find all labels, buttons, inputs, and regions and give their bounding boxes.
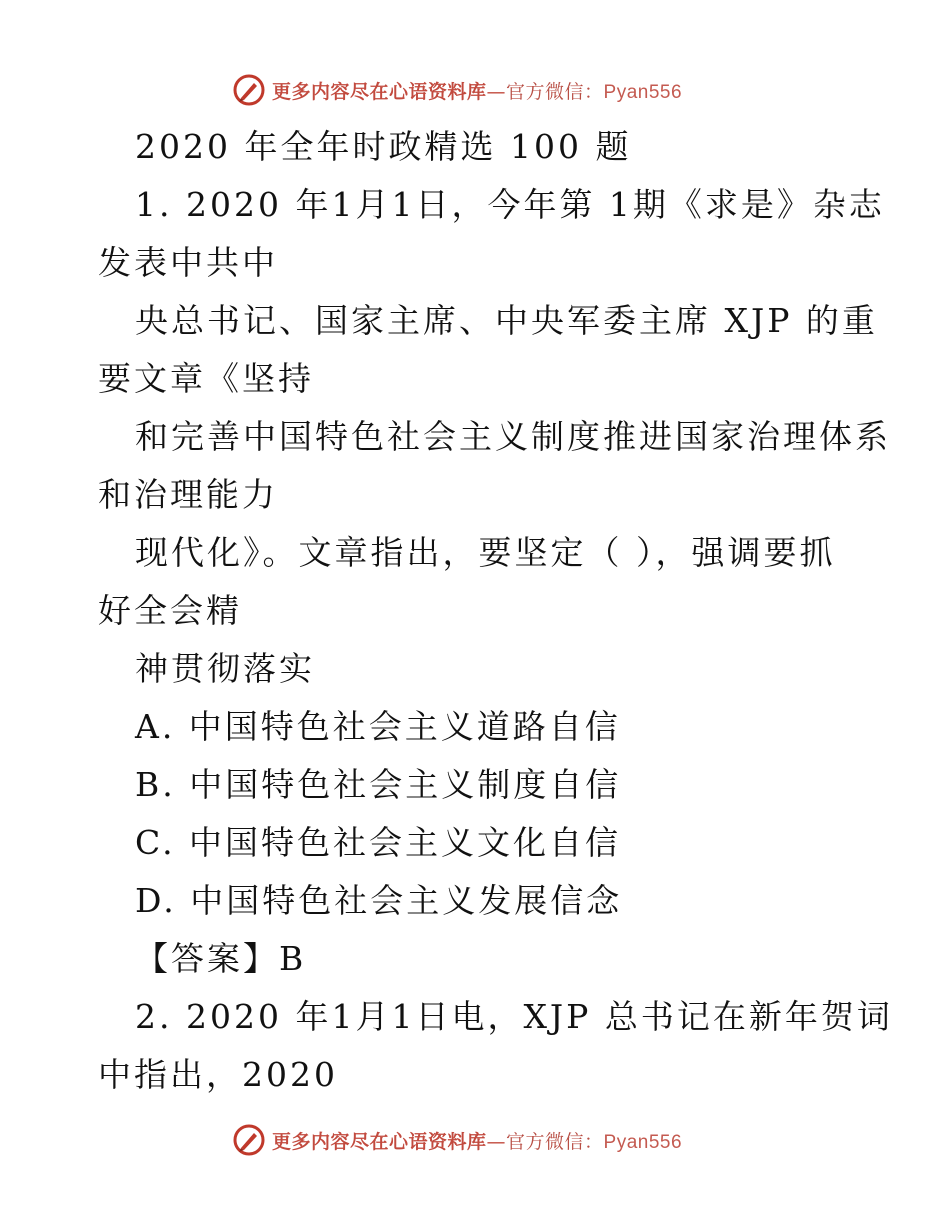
footer-banner	[232, 1120, 712, 1160]
text-line: A. 中国特色社会主义道路自信	[135, 707, 621, 746]
text-line: 和治理能力	[98, 475, 278, 514]
banner-main-text: 更多内容尽在心语资料库	[272, 80, 487, 103]
banner-dash: —	[486, 1130, 507, 1153]
text-line: 【答案】B	[135, 939, 307, 978]
text-line: D. 中国特色社会主义发展信念	[135, 881, 623, 920]
document-body	[98, 118, 893, 1104]
text-line: 好全会精	[98, 591, 242, 630]
banner-wechat-id: Pyan556	[603, 81, 683, 103]
text-line: 2. 2020 年1月1日电，XJP 总书记在新年贺词	[135, 997, 893, 1036]
text-line: 神贯彻落实	[135, 649, 315, 688]
text-line: 现代化》。文章指出，要坚定（ ），强调要抓	[135, 533, 836, 572]
text-line: B. 中国特色社会主义制度自信	[135, 765, 622, 804]
banner-text	[272, 77, 682, 104]
pen-logo-icon	[232, 73, 266, 107]
banner-wechat-label: 官方微信：	[506, 1130, 604, 1153]
text-line: 和完善中国特色社会主义制度推进国家治理体系	[135, 417, 891, 456]
text-line: 要文章《坚持	[98, 359, 314, 398]
header-banner	[232, 70, 712, 110]
banner-text	[272, 1127, 682, 1154]
text-line: 2020 年全年时政精选 100 题	[135, 127, 632, 166]
banner-main-text: 更多内容尽在心语资料库	[272, 1130, 487, 1153]
text-line: 发表中共中	[98, 243, 278, 282]
text-line: 中指出，2020	[98, 1055, 338, 1094]
text-line: 央总书记、国家主席、中央军委主席 XJP 的重	[135, 301, 878, 340]
pen-logo-icon	[232, 1123, 266, 1157]
banner-wechat-id: Pyan556	[603, 1131, 683, 1153]
text-line: C. 中国特色社会主义文化自信	[135, 823, 622, 862]
banner-wechat-label: 官方微信：	[506, 80, 604, 103]
banner-dash: —	[486, 80, 507, 103]
text-line: 1. 2020 年1月1日，今年第 1期《求是》杂志	[135, 185, 885, 224]
